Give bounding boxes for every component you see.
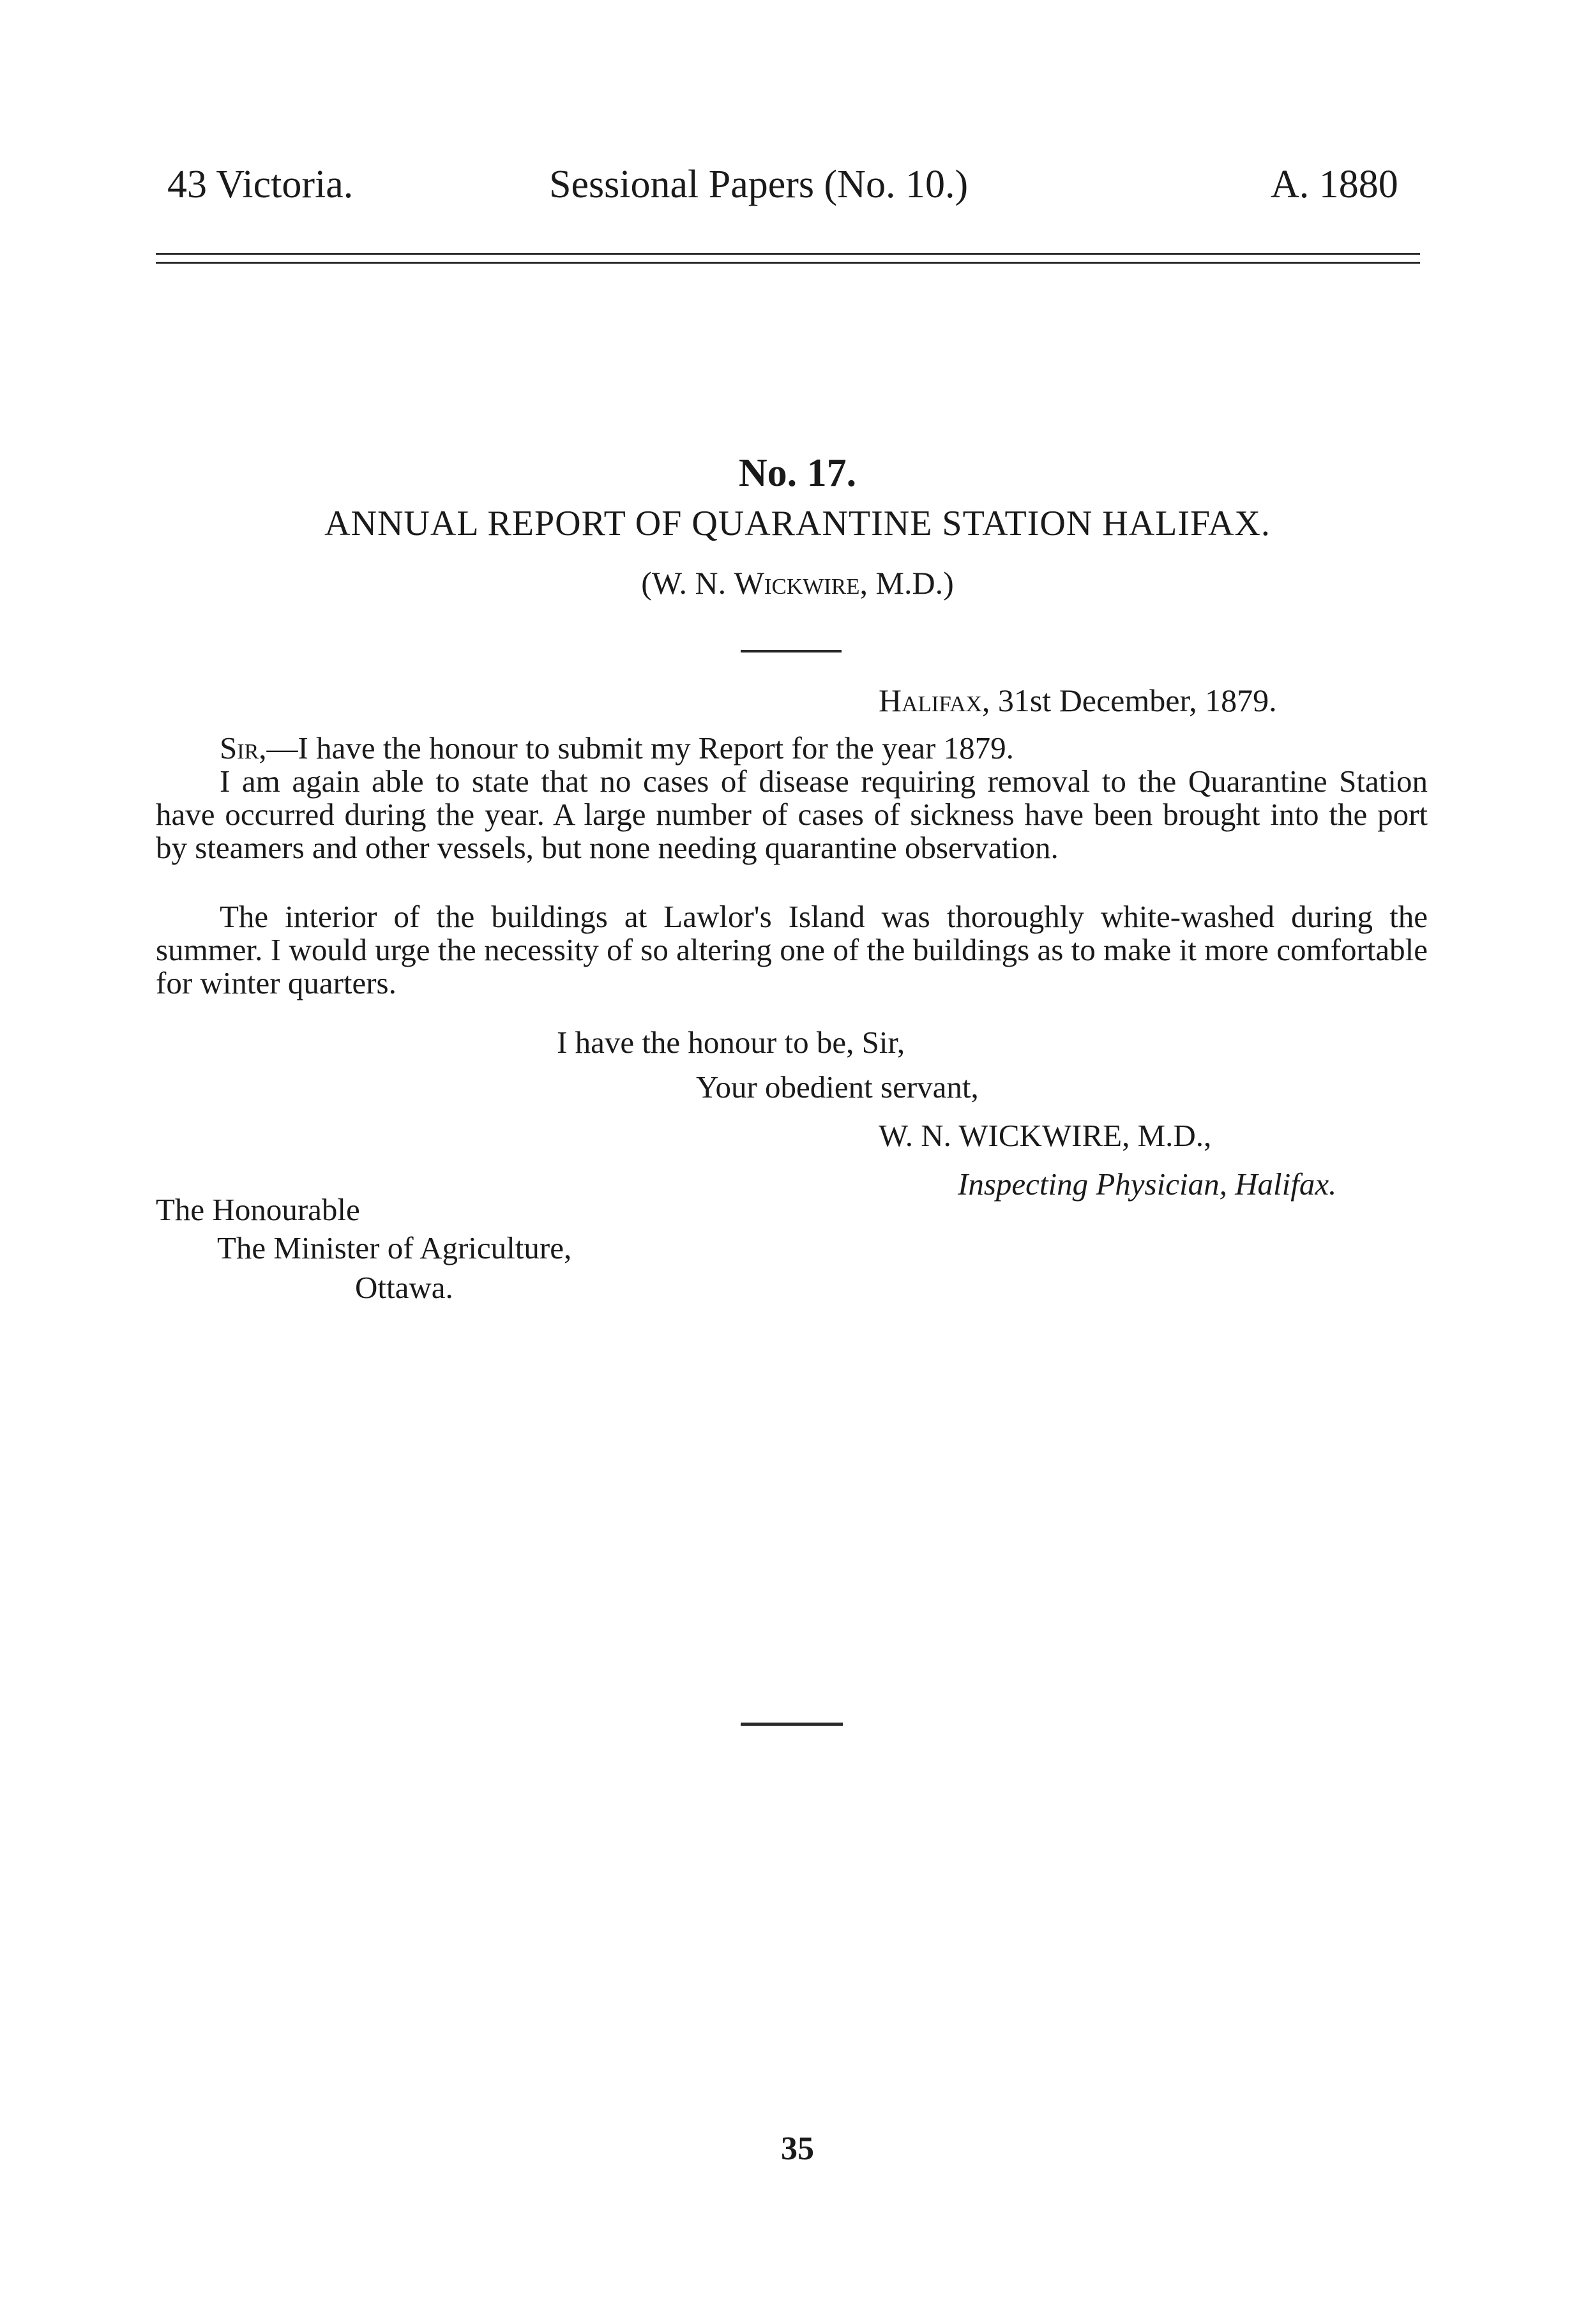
header-sessional-papers: Sessional Papers (No. 10.): [549, 163, 969, 206]
letter-salutation: Sir: [220, 730, 259, 766]
signature-title: Inspecting Physician, Halifax.: [958, 1166, 1337, 1202]
author-close: , M.D.): [859, 565, 954, 601]
page-number: 35: [781, 2131, 814, 2167]
report-title: ANNUAL REPORT OF QUARANTINE STATION HALIFAX.: [324, 504, 1271, 543]
author-open: (W. N.: [641, 565, 734, 601]
header-rule-top: [156, 253, 1420, 255]
author-name: Wickwire: [734, 565, 860, 601]
header-rule-bottom: [156, 262, 1420, 264]
report-author: [0, 567, 1595, 599]
addressee-line-3: Ottawa.: [355, 1270, 453, 1305]
document-number: No. 17.: [738, 451, 857, 495]
header-year: A. 1880: [1271, 163, 1398, 206]
closing-line-2: Your obedient servant,: [696, 1069, 979, 1105]
addressee-line-1: The Honourable: [156, 1192, 360, 1227]
letter-paragraph-2: [156, 900, 1428, 1000]
title-divider: [741, 650, 842, 653]
closing-line-1: I have the honour to be, Sir,: [557, 1025, 905, 1060]
letter-opening-text: ,—I have the honour to submit my Report for the year 1879.: [259, 730, 1014, 766]
letter-place: Halifax: [879, 683, 982, 718]
letter-opening: [156, 732, 1428, 765]
letter-dateline: [879, 684, 1277, 716]
paragraph-2-text: The interior of the buildings at Lawlor's Island was thoroughly white-washed during the summer. I would urge the necessity of so altering one of the buildings as to make it more comfortable for winter quarters.: [156, 899, 1428, 1000]
letter-paragraph-1: [156, 765, 1428, 864]
addressee-line-2: The Minister of Agriculture,: [217, 1230, 572, 1265]
closing-divider: [741, 1723, 843, 1726]
header-session: 43 Victoria.: [167, 163, 354, 206]
letter-date: , 31st December, 1879.: [981, 683, 1277, 718]
paragraph-1-text: I am again able to state that no cases of disease requiring removal to the Quarantine Station have occurred during the year. A large number of cases of sickness have been brought into the port by steamers and other vessels, but none needing quarantine observation.: [156, 764, 1428, 865]
signature-name: W. N. WICKWIRE, M.D.,: [879, 1118, 1212, 1153]
